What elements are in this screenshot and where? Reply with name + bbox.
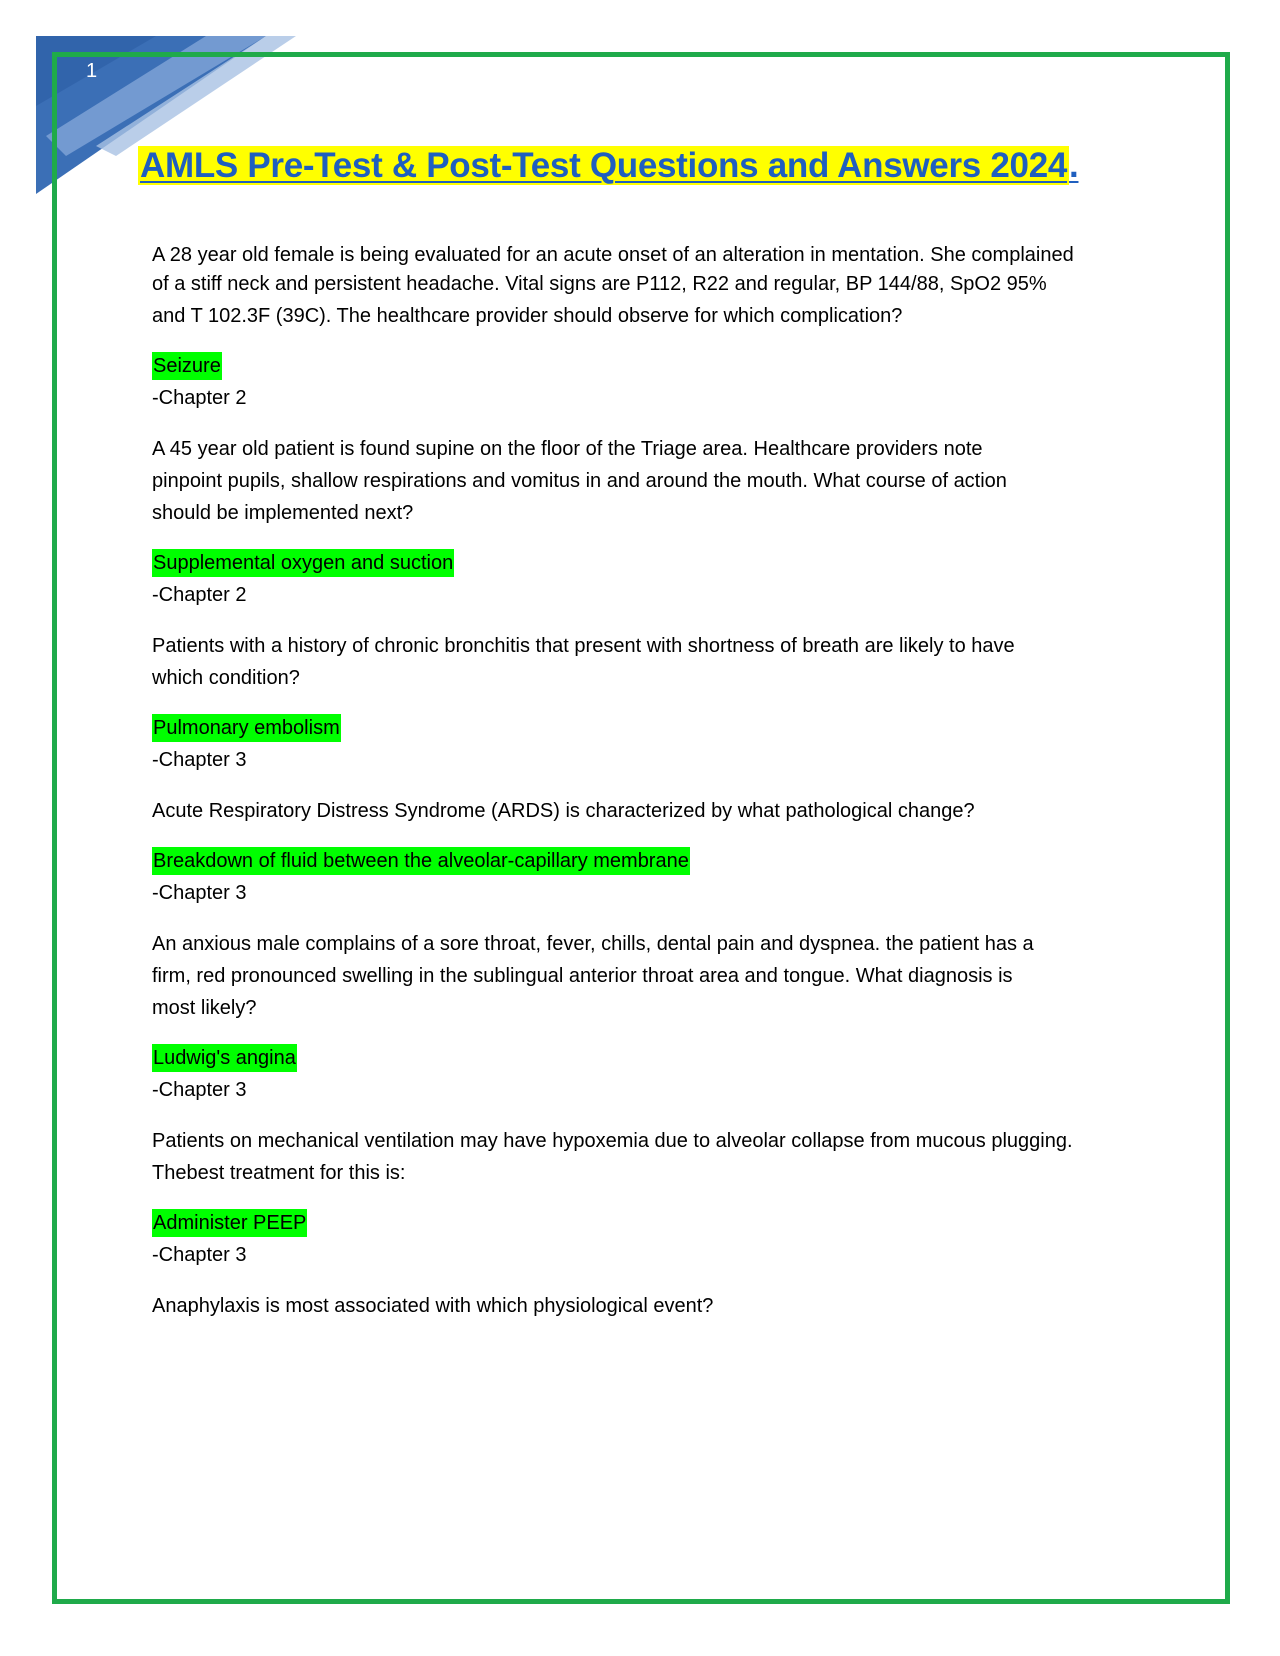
- answer-text: Pulmonary embolism: [152, 714, 341, 742]
- qa-item: [152, 630, 1142, 776]
- document-title-text: AMLS Pre-Test & Post-Test Questions and Answers 2024: [140, 146, 1068, 185]
- answer-text: Seizure: [152, 352, 222, 380]
- qa-item: [152, 433, 1142, 611]
- chapter-reference: -Chapter 3: [152, 1079, 247, 1101]
- question-line: Patients on mechanical ventilation may have hypoxemia due to alveolar collapse from mucous plugging.: [152, 1130, 1073, 1152]
- question-line: pinpoint pupils, shallow respirations and vomitus in and around the mouth. What course of action: [152, 470, 1007, 492]
- final-question-text: Anaphylaxis is most associated with which physiological event?: [152, 1295, 714, 1317]
- chapter-reference: -Chapter 3: [152, 749, 247, 771]
- question-line: and T 102.3F (39C). The healthcare provider should observe for which complication?: [152, 305, 903, 327]
- chapter-reference: -Chapter 2: [152, 387, 247, 409]
- answer-text: Administer PEEP: [152, 1209, 307, 1237]
- question-line: Acute Respiratory Distress Syndrome (ARDS) is characterized by what pathological change?: [152, 800, 975, 822]
- question-line: should be implemented next?: [152, 502, 414, 524]
- answer-text: Ludwig's angina: [152, 1044, 297, 1072]
- document-title-period: .: [1069, 146, 1079, 185]
- question-text: [152, 1125, 1142, 1189]
- question-text: [152, 795, 1142, 827]
- chapter-reference: -Chapter 3: [152, 882, 247, 904]
- qa-item: [152, 1125, 1142, 1271]
- question-text: [152, 630, 1142, 694]
- chapter-reference: -Chapter 2: [152, 584, 247, 606]
- question-line: A 28 year old female is being evaluated for an acute onset of an alteration in mentation. She complained: [152, 244, 1074, 266]
- question-line: Thebest treatment for this is:: [152, 1162, 406, 1184]
- qa-content: [152, 243, 1142, 1340]
- question-text: [152, 433, 1142, 529]
- question-line: firm, red pronounced swelling in the sublingual anterior throat area and tongue. What diagnosis is: [152, 965, 1013, 987]
- question-text: [152, 243, 1142, 332]
- question-line: of a stiff neck and persistent headache. Vital signs are P112, R22 and regular, BP 144/88, SpO2 95%: [152, 273, 1047, 295]
- page-number: 1: [86, 60, 98, 82]
- chapter-reference: -Chapter 3: [152, 1244, 247, 1266]
- qa-item: [152, 795, 1142, 909]
- qa-item: [152, 928, 1142, 1106]
- answer-text: Supplemental oxygen and suction: [152, 549, 454, 577]
- document-title: [138, 146, 1078, 186]
- question-line: Patients with a history of chronic bronchitis that present with shortness of breath are likely to have: [152, 635, 1015, 657]
- question-line: most likely?: [152, 997, 257, 1019]
- qa-item: [152, 243, 1142, 414]
- question-text: [152, 928, 1142, 1024]
- question-line: which condition?: [152, 667, 300, 689]
- question-line: An anxious male complains of a sore throat, fever, chills, dental pain and dyspnea. the patient has a: [152, 933, 1034, 955]
- answer-text: Breakdown of fluid between the alveolar-capillary membrane: [152, 847, 690, 875]
- question-line: A 45 year old patient is found supine on the floor of the Triage area. Healthcare providers note: [152, 438, 983, 460]
